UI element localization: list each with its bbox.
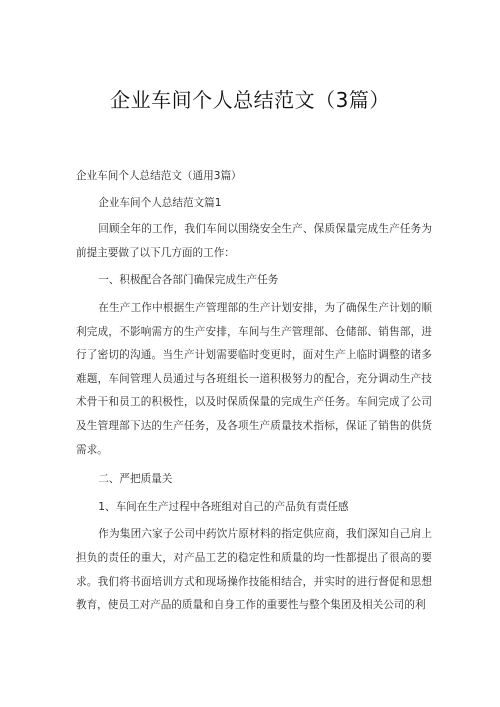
section-1-heading: 一、积极配合各部门确保完成生产任务 [98,274,279,287]
article-heading: 企业车间个人总结范文篇1 [98,196,222,209]
document-body [76,165,432,618]
subsection-1-paragraph: 作为集团六家子公司中药饮片原材料的指定供应商，我们深知自己肩上担负的责任的重大，对产品工艺的稳定性和质量的均一性都提出了很高的要求。我们将书面培训方式和现场操作技能相结合，并实时的进行督促和思想教育，使员工对产品的质量和自身工作的重要性与整个集团及相关公司的利 [76,528,432,612]
subsection-1-heading: 1、车间在生产过程中各班组对自己的产品负有责任感 [98,500,349,513]
document-title: 企业车间个人总结范文（3篇） [110,88,390,112]
document-subtitle: 企业车间个人总结范文（通用3篇） [76,170,242,182]
intro-paragraph: 回顾全年的工作，我们车间以围绕安全生产、保质保量完成生产任务为前提主要做了以下几方面的工作： [76,223,432,259]
section-2-heading: 二、严把质量关 [98,473,173,486]
section-1-paragraph: 在生产工作中根据生产管理部的生产计划安排，为了确保生产计划的顺利完成，不影响需方的生产安排，车间与生产管理部、仓储部、销售部，进行了密切的沟通。当生产计划需要临时变更时，面对生产上临时调整的诸多难题，车间管理人员通过与各班组长一道积极努力的配合，充分调动生产技术骨干和员工的积极性，以及时保质保量的完成生产任务。车间完成了公司及生管理部下达的生产任务，及各项生产质量技术指标，保证了销售的供货需求。 [76,301,432,456]
